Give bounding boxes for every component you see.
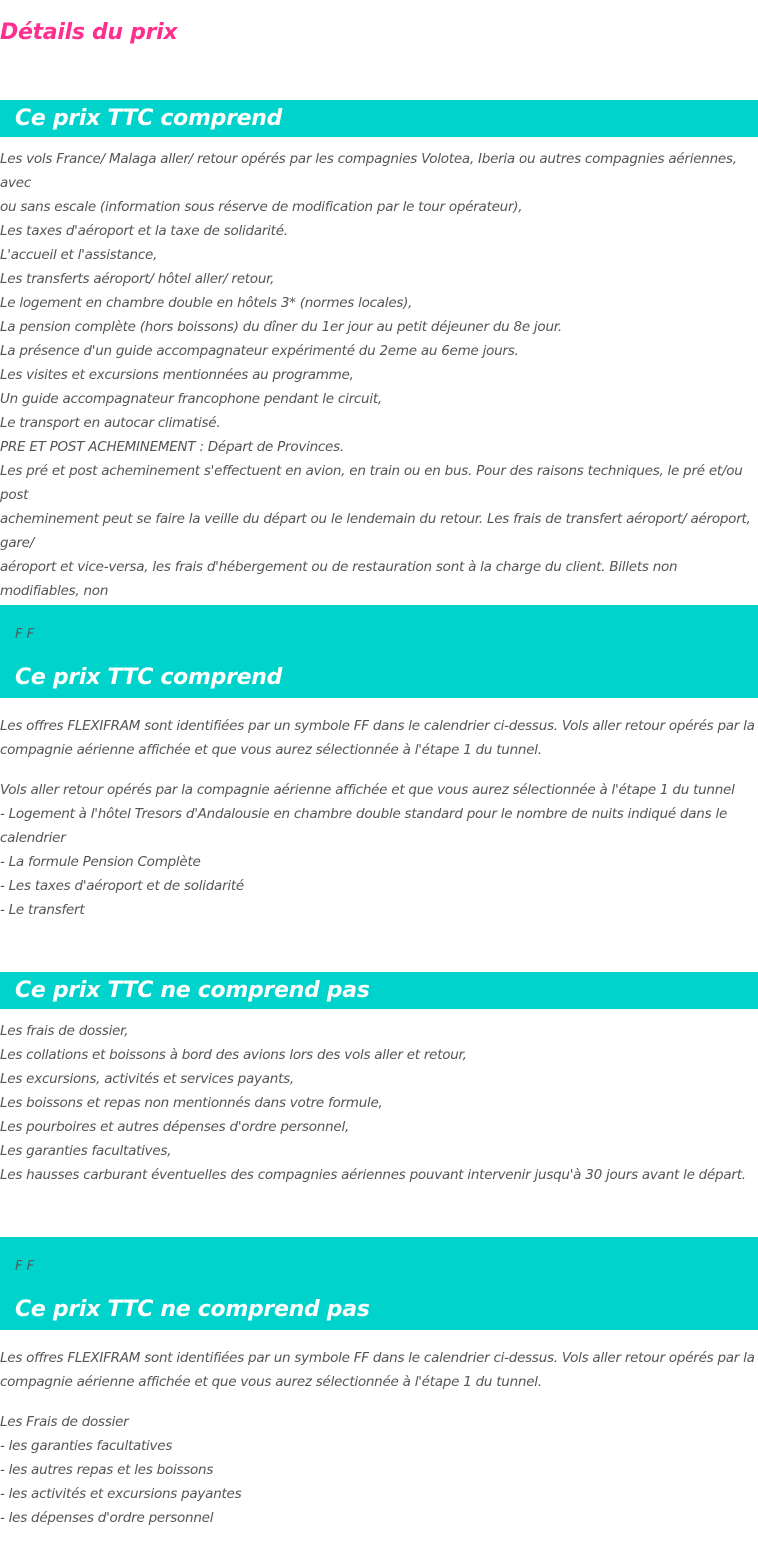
list-item: La présence d'un guide accompagnateur expérimenté du 2eme au 6eme jours. [0, 343, 519, 359]
paragraph-line: aéroport et vice-versa, les frais d'hébergement ou de restauration sont à la charge du client. Billets non modifiables, non [0, 559, 682, 599]
list-item: Les collations et boissons à bord des avions lors des vols aller et retour, [0, 1047, 467, 1063]
list-item: La pension complète (hors boissons) du dîner du 1er jour au petit déjeuner du 8e jour. [0, 319, 562, 335]
list-item: Les boissons et repas non mentionnés dans votre formule, [0, 1095, 383, 1111]
ff-includes-list [0, 778, 758, 922]
list-item: Le transport en autocar climatisé. [0, 415, 221, 431]
list-item: Les taxes d'aéroport et la taxe de solidarité. [0, 223, 288, 239]
ff-tag: F F [15, 1259, 35, 1274]
section-title: Ce prix TTC ne comprend pas [15, 1297, 370, 1322]
list-item: Vols aller retour opérés par la compagnie aérienne affichée et que vous aurez sélectionnée à l'étape 1 du tunnel [0, 782, 735, 798]
list-item: - La formule Pension Complète [0, 854, 201, 870]
list-item: Les hausses carburant éventuelles des compagnies aériennes pouvant intervenir jusqu'à 30 jours avant le départ. [0, 1167, 746, 1183]
ff-excludes-intro [0, 1346, 758, 1394]
list-item: - les activités et excursions payantes [0, 1486, 242, 1502]
list-item: - les garanties facultatives [0, 1438, 173, 1454]
list-item: Les Frais de dossier [0, 1414, 129, 1430]
list-item: - Logement à l'hôtel Tresors d'Andalousie en chambre double standard pour le nombre de nuits indiqué dans le [0, 806, 727, 822]
paragraph-line: Les pré et post acheminement s'effectuent en avion, en train ou en bus. Pour des raisons techniques, le pré et/ou post [0, 463, 747, 503]
pre-post-acheminement [0, 435, 758, 627]
page-title: Détails du prix [0, 20, 178, 45]
paragraph-line: Les offres FLEXIFRAM sont identifiées par un symbole FF dans le calendrier ci-dessus. Vols aller retour opérés par la [0, 1350, 755, 1366]
list-item: - les autres repas et les boissons [0, 1462, 214, 1478]
list-item: Les visites et excursions mentionnées au programme, [0, 367, 354, 383]
section-banner-ff-excludes [0, 1237, 758, 1330]
list-item: calendrier [0, 830, 66, 846]
pre-post-heading: PRE ET POST ACHEMINEMENT : Départ de Provinces. [0, 439, 344, 455]
list-item: Les frais de dossier, [0, 1023, 129, 1039]
list-item: - les dépenses d'ordre personnel [0, 1510, 214, 1526]
section-title: Ce prix TTC comprend [15, 106, 283, 131]
list-item: Les garanties facultatives, [0, 1143, 172, 1159]
includes-list [0, 147, 758, 435]
ff-tag: F F [15, 627, 35, 642]
section-banner-ff-includes [0, 605, 758, 698]
list-item: L'accueil et l'assistance, [0, 247, 158, 263]
list-item: Les vols France/ Malaga aller/ retour opérés par les compagnies Volotea, Iberia ou autres compagnies aériennes, avec [0, 151, 741, 191]
section-title: Ce prix TTC comprend [15, 665, 283, 690]
paragraph-line: Les offres FLEXIFRAM sont identifiées par un symbole FF dans le calendrier ci-dessus. Vols aller retour opérés par la [0, 718, 755, 734]
list-item: - Les taxes d'aéroport et de solidarité [0, 878, 244, 894]
list-item: Les transferts aéroport/ hôtel aller/ retour, [0, 271, 275, 287]
section-title: Ce prix TTC ne comprend pas [15, 978, 370, 1003]
paragraph-line: compagnie aérienne affichée et que vous aurez sélectionnée à l'étape 1 du tunnel. [0, 742, 542, 758]
list-item: Un guide accompagnateur francophone pendant le circuit, [0, 391, 382, 407]
list-item: Les pourboires et autres dépenses d'ordre personnel, [0, 1119, 349, 1135]
section-banner-excludes [0, 972, 758, 1009]
paragraph-line: compagnie aérienne affichée et que vous aurez sélectionnée à l'étape 1 du tunnel. [0, 1374, 542, 1390]
ff-includes-intro [0, 714, 758, 762]
list-item: - Le transfert [0, 902, 85, 918]
list-item: ou sans escale (information sous réserve de modification par le tour opérateur), [0, 199, 523, 215]
excludes-list [0, 1019, 758, 1187]
list-item: Les excursions, activités et services payants, [0, 1071, 294, 1087]
paragraph-line: acheminement peut se faire la veille du départ ou le lendemain du retour. Les frais de transfert aéroport/ aéroport, gare/ [0, 511, 755, 551]
section-banner-includes [0, 100, 758, 137]
list-item: Le logement en chambre double en hôtels 3* (normes locales), [0, 295, 413, 311]
ff-excludes-list [0, 1410, 758, 1530]
